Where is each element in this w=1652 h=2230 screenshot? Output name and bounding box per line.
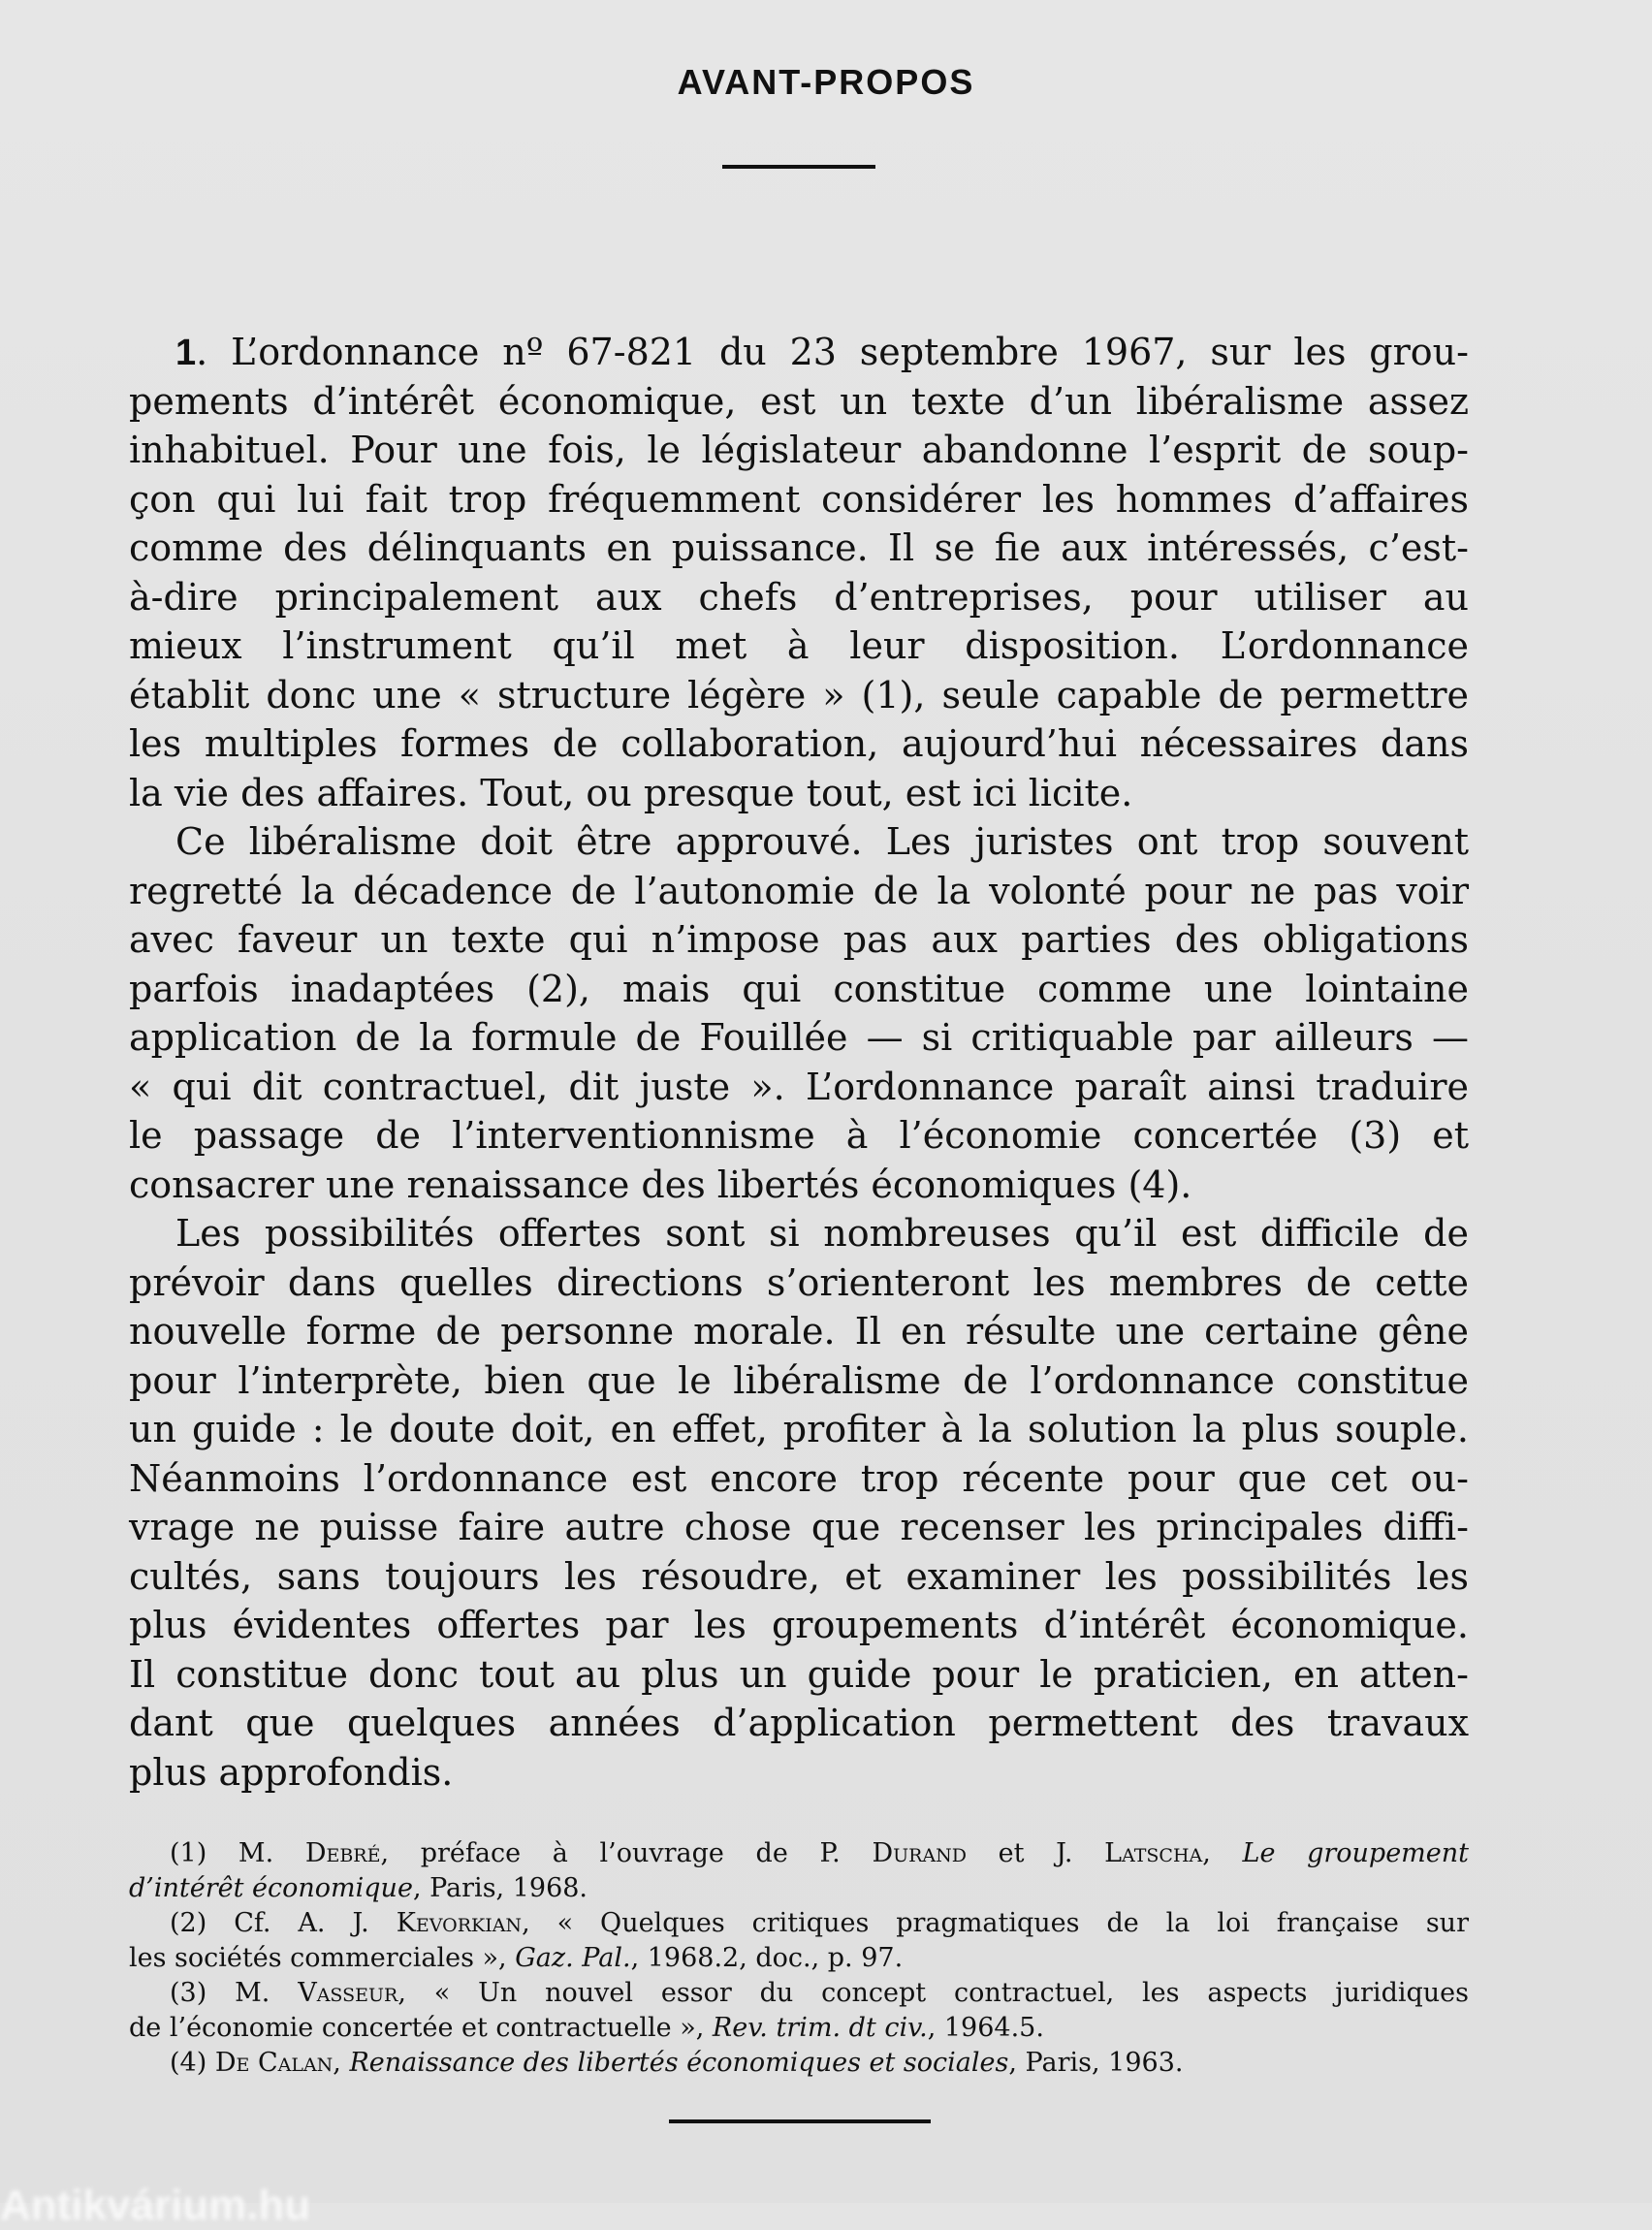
body-text (129, 328, 1469, 1797)
footnote-3: (3) M. Vasseur, « Un nouvel essor du concept contractuel, les aspects juridiques (170, 1978, 1469, 2008)
text-line: çon qui lui fait trop fréquemment considérer les hommes d’affaires (129, 477, 1469, 521)
footnote-2-cont: les sociétés commerciales », Gaz. Pal., 1968.2, doc., p. 97. (129, 1943, 904, 1973)
footnote-journal: Gaz. Pal. (515, 1943, 631, 1973)
text-line: établit donc une « structure légère » (1), seule capable de permettre (129, 673, 1469, 717)
text-line: consacrer une renaissance des libertés économiques (4). (129, 1163, 1192, 1206)
text-line: pour l’interprète, bien que le libéralisme de l’ordonnance constitue (129, 1358, 1469, 1402)
end-divider (669, 2119, 931, 2123)
text-line: à-dire principalement aux chefs d’entreprises, pour utiliser au (129, 575, 1469, 619)
text-line: application de la formule de Fouillée — si critiquable par ailleurs — (129, 1016, 1469, 1059)
text-line: vrage ne puisse faire autre chose que recenser les principales diffi- (129, 1506, 1469, 1548)
footnote-author: De Calan (214, 2048, 334, 2078)
text-line: Néanmoins l’ordonnance est encore trop récente pour que cet ou- (129, 1456, 1469, 1500)
paragraph-3 (129, 1209, 1469, 1797)
text-line: Il constitue donc tout au plus un guide pour le praticien, en atten- (129, 1652, 1469, 1696)
footnote-1: (1) M. Debré, préface à l’ouvrage de P. Durand et J. Latscha, Le groupement (170, 1838, 1470, 1868)
text-line: prévoir dans quelles directions s’orienteront les membres de cette (129, 1260, 1469, 1304)
text-line: parfois inadaptées (2), mais qui constitue comme une lointaine (129, 967, 1469, 1010)
page-title: AVANT-PROPOS (677, 62, 975, 102)
text-line: Ce libéralisme doit être approuvé. Les juristes ont trop souvent (175, 820, 1469, 863)
footnote-author: Debré (304, 1838, 381, 1868)
text-line: dant que quelques années d’application permettent des travaux (129, 1702, 1469, 1744)
footnote-2: (2) Cf. A. J. Kevorkian, « Quelques critiques pragmatiques de la loi française sur (170, 1908, 1469, 1938)
footnote-3-cont: de l’économie concertée et contractuelle », Rev. trim. dt civ., 1964.5. (129, 2013, 1044, 2043)
text-line: comme des délinquants en puissance. Il se fie aux intéressés, c’est- (129, 526, 1469, 569)
paragraph-2 (129, 817, 1469, 1209)
footnote-4: (4) De Calan, Renaissance des libertés économiques et sociales, Paris, 1963. (170, 2048, 1184, 2078)
footnote-journal: Rev. trim. dt civ. (712, 2013, 928, 2043)
text-line: 1. L’ordonnance nº 67-821 du 23 septembre 1967, sur les grou- (175, 331, 1469, 373)
text-line: nouvelle forme de personne morale. Il en résulte une certaine gêne (129, 1310, 1469, 1353)
text-line: avec faveur un texte qui n’impose pas aux parties des obligations (129, 918, 1469, 961)
text-line: regretté la décadence de l’autonomie de la volonté pour ne pas voir (129, 869, 1469, 912)
footnote-title: Le groupement (1242, 1838, 1470, 1868)
text-line: cultés, sans toujours les résoudre, et examiner les possibilités les (129, 1554, 1469, 1598)
text-line: un guide : le doute doit, en effet, profiter à la solution la plus souple. (129, 1408, 1469, 1450)
footnote-1-cont: d’intérêt économique, Paris, 1968. (129, 1873, 588, 1903)
footnote-author: Kevorkian (396, 1908, 523, 1938)
text-line: la vie des affaires. Tout, ou presque tout, est ici licite. (129, 771, 1133, 814)
text-line: mieux l’instrument qu’il met à leur disposition. L’ordonnance (129, 624, 1469, 667)
text-line: plus approfondis. (129, 1750, 454, 1794)
text-line: inhabituel. Pour une fois, le législateur abandonne l’esprit de soup- (129, 429, 1469, 471)
text-line: Les possibilités offertes sont si nombreuses qu’il est difficile de (175, 1212, 1469, 1255)
text-line: « qui dit contractuel, dit juste ». L’ordonnance paraît ainsi traduire (129, 1065, 1469, 1108)
title-divider (722, 165, 875, 169)
text-line: les multiples formes de collaboration, aujourd’hui nécessaires dans (129, 722, 1469, 765)
text-line: plus évidentes offertes par les groupements d’intérêt économique. (129, 1604, 1469, 1646)
text-line: pements d’intérêt économique, est un texte d’un libéralisme assez (129, 379, 1469, 423)
watermark: Antikvárium.hu (0, 2182, 311, 2229)
text-line: le passage de l’interventionnisme à l’économie concertée (3) et (129, 1114, 1469, 1157)
paragraph-number: 1 (175, 333, 197, 373)
footnote-title: Renaissance des libertés économiques et sociales (349, 2048, 1009, 2078)
paragraph-1 (129, 328, 1469, 817)
footnotes (129, 1836, 1469, 2081)
footnote-author: Vasseur (298, 1978, 398, 2008)
